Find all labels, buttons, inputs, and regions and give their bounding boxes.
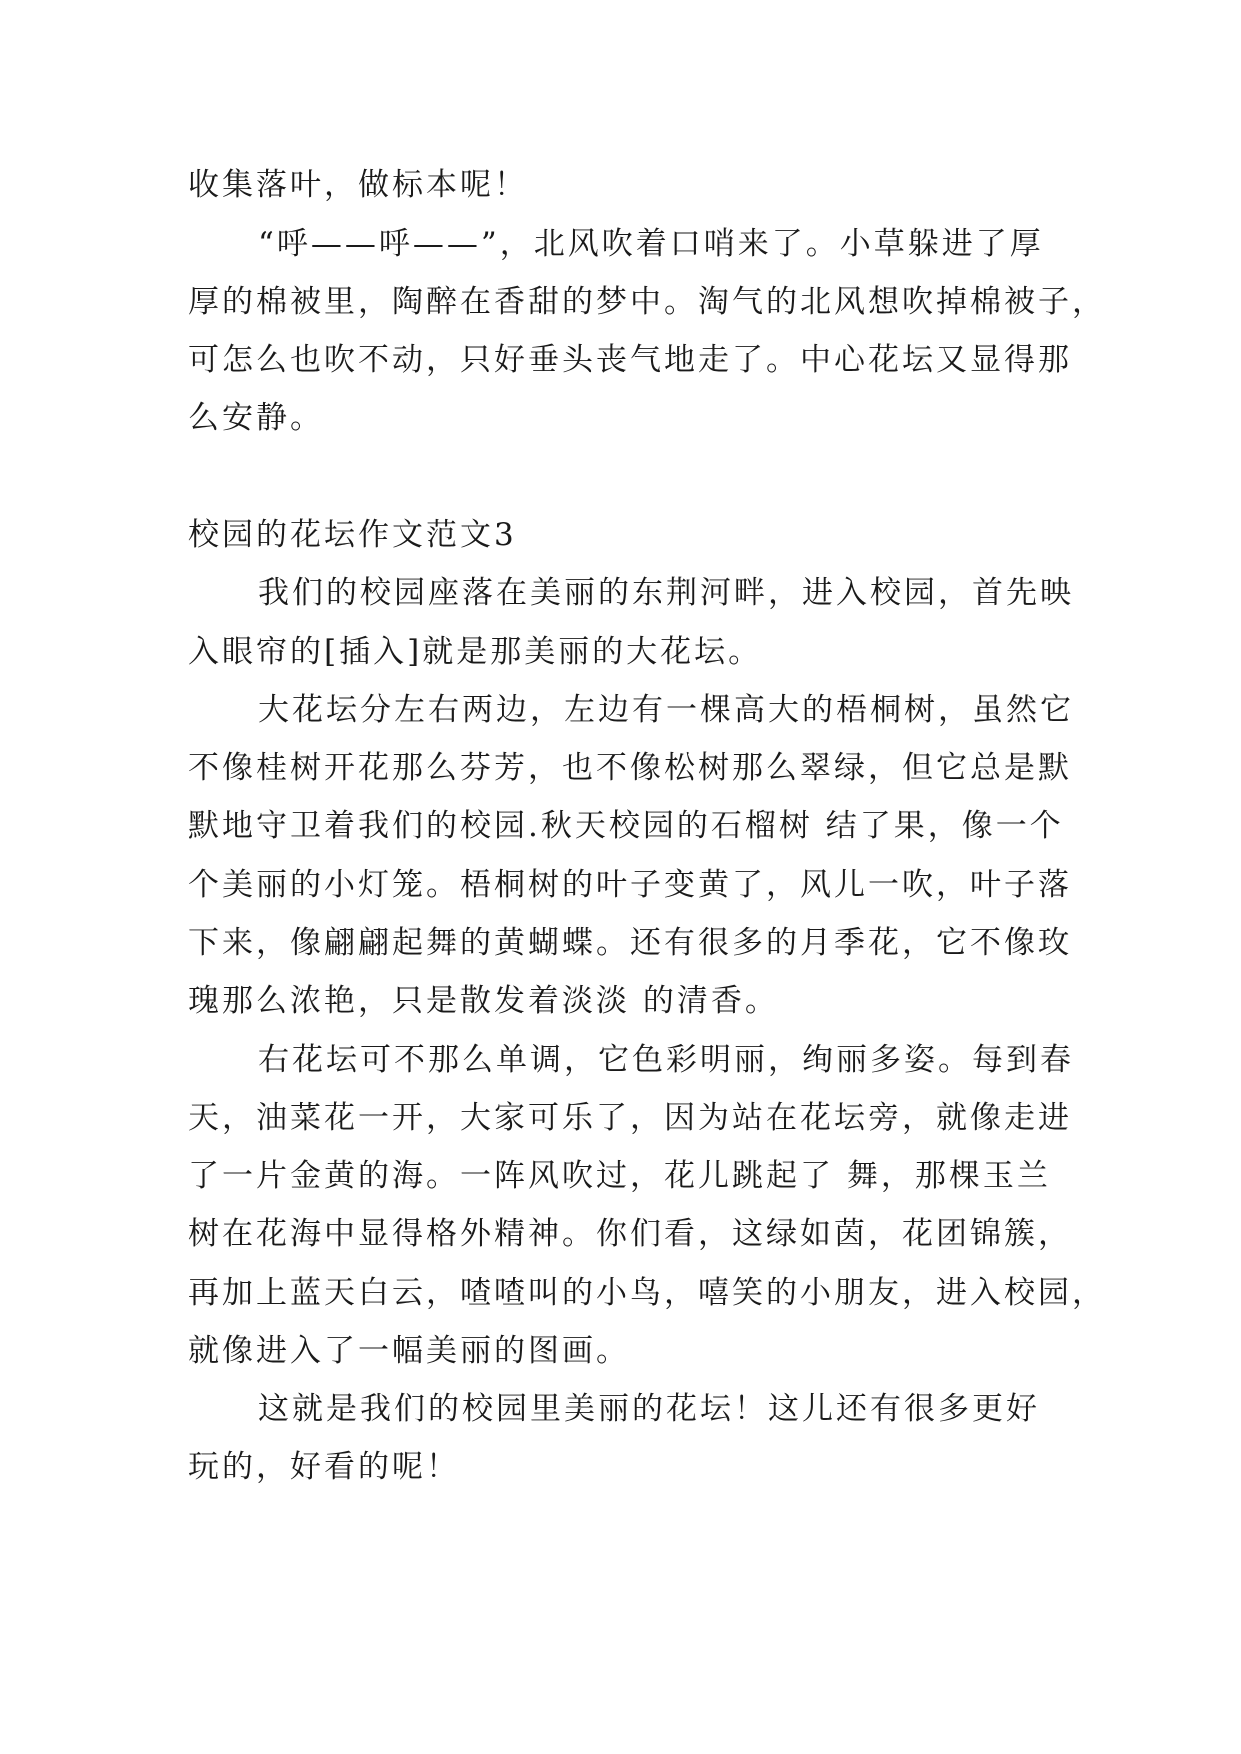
text-line: 不像桂树开花那么芬芳，也不像松树那么翠绿，但它总是默 [188,750,1072,786]
section-heading: 校园的花坛作文范文3 [188,517,517,553]
paragraph-first-line: “呼——呼——”，北风吹着口哨来了。小草躲进了厚 [258,226,1044,262]
text-line: 入眼帘的[插入]就是那美丽的大花坛。 [188,634,763,670]
paragraph-first-line: 我们的校园座落在美丽的东荆河畔，进入校园，首先映 [258,575,1074,611]
text-line: 下来，像翩翩起舞的黄蝴蝶。还有很多的月季花，它不像玫 [188,925,1072,961]
text-line: 玩的，好看的呢！ [188,1449,460,1485]
text-line: 再加上蓝天白云，喳喳叫的小鸟，嘻笑的小朋友，进入校园， [188,1275,1106,1311]
text-line: 就像进入了一幅美丽的图画。 [188,1333,630,1369]
text-line: 天，油菜花一开，大家可乐了，因为站在花坛旁，就像走进 [188,1100,1072,1136]
paragraph-first-line: 大花坛分左右两边，左边有一棵高大的梧桐树，虽然它 [258,692,1074,728]
text-line: 瑰那么浓艳，只是散发着淡淡 的清香。 [188,983,779,1019]
text-line: 默地守卫着我们的校园.秋天校园的石榴树 结了果，像一个 [188,808,1064,844]
text-line: 树在花海中显得格外精神。你们看，这绿如茵，花团锦簇， [188,1216,1072,1252]
text-line: 厚的棉被里，陶醉在香甜的梦中。淘气的北风想吹掉棉被子， [188,284,1106,320]
text-line: 个美丽的小灯笼。梧桐树的叶子变黄了，风儿一吹，叶子落 [188,867,1072,903]
text-line: 收集落叶，做标本呢！ [188,167,528,203]
paragraph-first-line: 这就是我们的校园里美丽的花坛！这儿还有很多更好 [258,1391,1040,1427]
text-line: 么安静。 [188,400,324,436]
text-line: 了一片金黄的海。一阵风吹过，花儿跳起了 舞，那棵玉兰 [188,1158,1051,1194]
paragraph-first-line: 右花坛可不那么单调，它色彩明丽，绚丽多姿。每到春 [258,1042,1074,1078]
text-line: 可怎么也吹不动，只好垂头丧气地走了。中心花坛又显得那 [188,342,1072,378]
